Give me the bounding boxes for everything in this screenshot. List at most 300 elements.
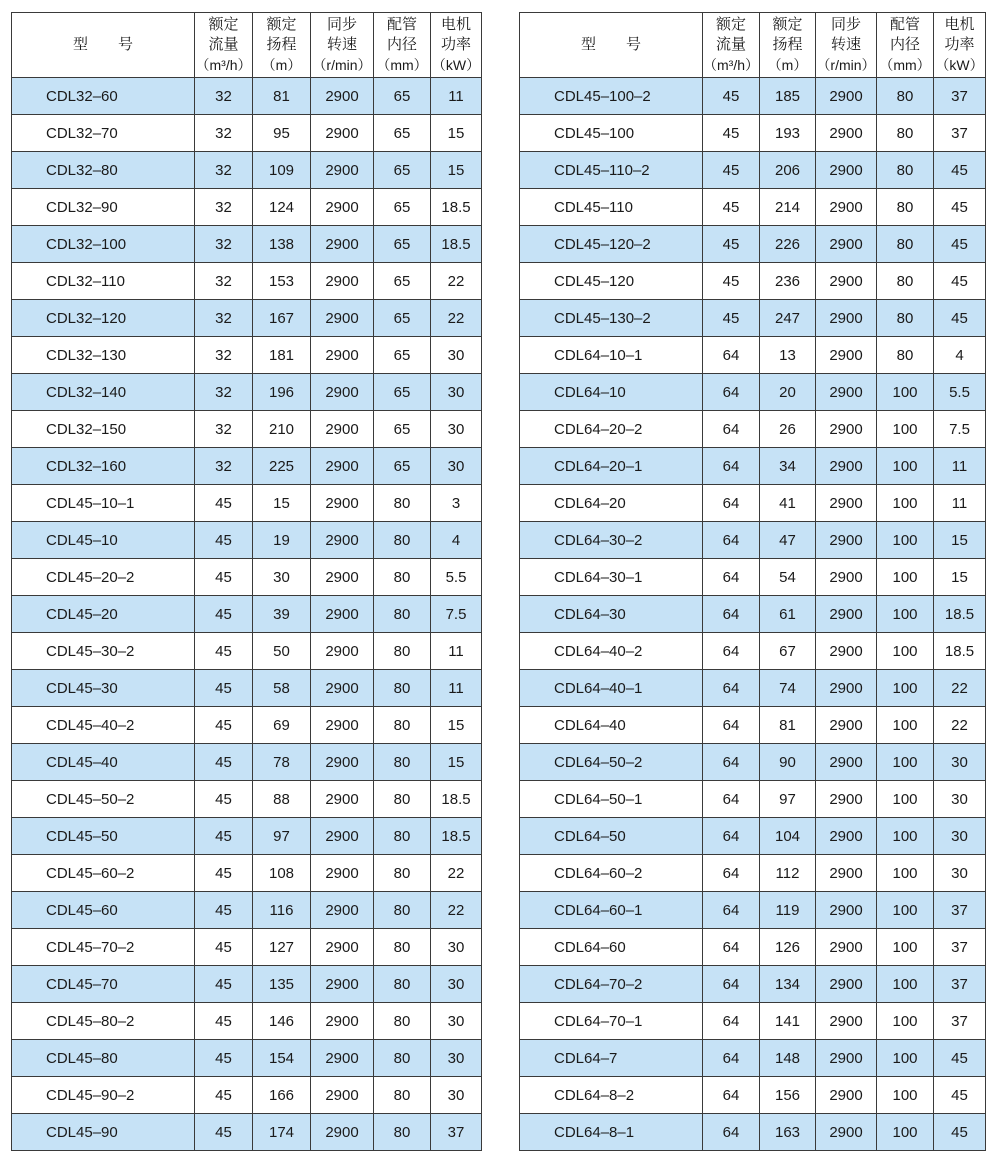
pipe-cell: 80 bbox=[374, 1003, 431, 1040]
model-cell: CDL45–50–2 bbox=[12, 781, 195, 818]
power-cell: 4 bbox=[934, 337, 986, 374]
head-cell: 196 bbox=[253, 374, 311, 411]
pipe-cell: 100 bbox=[877, 485, 934, 522]
head-cell: 15 bbox=[253, 485, 311, 522]
speed-cell: 2900 bbox=[816, 559, 877, 596]
speed-cell: 2900 bbox=[816, 670, 877, 707]
pipe-cell: 80 bbox=[374, 633, 431, 670]
head-cell: 97 bbox=[253, 818, 311, 855]
model-cell: CDL45–60 bbox=[12, 892, 195, 929]
table-row bbox=[12, 892, 482, 929]
pipe-cell: 80 bbox=[374, 559, 431, 596]
speed-cell: 2900 bbox=[311, 707, 374, 744]
power-cell: 7.5 bbox=[934, 411, 986, 448]
model-cell: CDL45–70 bbox=[12, 966, 195, 1003]
model-cell: CDL64–8–1 bbox=[520, 1114, 703, 1151]
power-cell: 7.5 bbox=[431, 596, 482, 633]
header-row bbox=[520, 13, 986, 78]
table-row bbox=[12, 855, 482, 892]
power-cell: 22 bbox=[934, 707, 986, 744]
speed-cell: 2900 bbox=[816, 448, 877, 485]
head-cell: 127 bbox=[253, 929, 311, 966]
head-cell: 41 bbox=[760, 485, 816, 522]
speed-cell: 2900 bbox=[311, 152, 374, 189]
flow-cell: 64 bbox=[703, 744, 760, 781]
flow-cell: 45 bbox=[195, 559, 253, 596]
power-cell: 45 bbox=[934, 152, 986, 189]
speed-cell: 2900 bbox=[311, 485, 374, 522]
table-row bbox=[12, 189, 482, 226]
flow-cell: 45 bbox=[703, 78, 760, 115]
head-cell: 167 bbox=[253, 300, 311, 337]
model-cell: CDL32–160 bbox=[12, 448, 195, 485]
model-cell: CDL64–70–1 bbox=[520, 1003, 703, 1040]
pipe-cell: 80 bbox=[374, 1040, 431, 1077]
head-cell: 109 bbox=[253, 152, 311, 189]
pipe-cell: 100 bbox=[877, 1040, 934, 1077]
head-cell: 81 bbox=[760, 707, 816, 744]
model-cell: CDL64–50 bbox=[520, 818, 703, 855]
speed-cell: 2900 bbox=[816, 374, 877, 411]
head-cell: 81 bbox=[253, 78, 311, 115]
speed-cell: 2900 bbox=[311, 670, 374, 707]
head-cell: 95 bbox=[253, 115, 311, 152]
pipe-cell: 100 bbox=[877, 781, 934, 818]
head-cell: 30 bbox=[253, 559, 311, 596]
table-body bbox=[520, 78, 986, 1151]
speed-cell: 2900 bbox=[311, 263, 374, 300]
pipe-cell: 80 bbox=[374, 892, 431, 929]
head-cell: 138 bbox=[253, 226, 311, 263]
pipe-cell: 65 bbox=[374, 263, 431, 300]
table-row bbox=[12, 411, 482, 448]
power-cell: 45 bbox=[934, 1077, 986, 1114]
power-cell: 15 bbox=[431, 744, 482, 781]
pipe-cell: 65 bbox=[374, 448, 431, 485]
power-cell: 18.5 bbox=[431, 189, 482, 226]
pipe-cell: 65 bbox=[374, 374, 431, 411]
head-cell: 214 bbox=[760, 189, 816, 226]
flow-cell: 45 bbox=[703, 152, 760, 189]
speed-cell: 2900 bbox=[816, 818, 877, 855]
model-cell: CDL45–100 bbox=[520, 115, 703, 152]
table-row bbox=[520, 78, 986, 115]
table-row bbox=[12, 115, 482, 152]
speed-cell: 2900 bbox=[311, 1040, 374, 1077]
table-row bbox=[520, 707, 986, 744]
flow-cell: 64 bbox=[703, 670, 760, 707]
pipe-cell: 80 bbox=[374, 1077, 431, 1114]
head-cell: 206 bbox=[760, 152, 816, 189]
model-cell: CDL45–20 bbox=[12, 596, 195, 633]
power-cell: 15 bbox=[934, 559, 986, 596]
table-row bbox=[520, 189, 986, 226]
flow-cell: 45 bbox=[195, 522, 253, 559]
flow-cell: 32 bbox=[195, 226, 253, 263]
pipe-cell: 65 bbox=[374, 411, 431, 448]
flow-cell: 64 bbox=[703, 596, 760, 633]
table-row bbox=[12, 966, 482, 1003]
table-row bbox=[12, 1040, 482, 1077]
power-cell: 30 bbox=[934, 818, 986, 855]
table-row bbox=[520, 448, 986, 485]
power-cell: 11 bbox=[431, 78, 482, 115]
flow-cell: 45 bbox=[195, 1077, 253, 1114]
power-cell: 15 bbox=[431, 152, 482, 189]
flow-cell: 45 bbox=[195, 855, 253, 892]
model-cell: CDL64–30–2 bbox=[520, 522, 703, 559]
pipe-cell: 100 bbox=[877, 855, 934, 892]
table-row bbox=[520, 1114, 986, 1151]
head-cell: 13 bbox=[760, 337, 816, 374]
model-cell: CDL64–30–1 bbox=[520, 559, 703, 596]
flow-cell: 45 bbox=[195, 596, 253, 633]
head-cell: 34 bbox=[760, 448, 816, 485]
power-cell: 30 bbox=[431, 448, 482, 485]
power-cell: 11 bbox=[431, 670, 482, 707]
table-row bbox=[520, 374, 986, 411]
table-row bbox=[12, 633, 482, 670]
model-cell: CDL45–100–2 bbox=[520, 78, 703, 115]
pipe-cell: 100 bbox=[877, 448, 934, 485]
model-cell: CDL32–90 bbox=[12, 189, 195, 226]
power-cell: 30 bbox=[431, 1003, 482, 1040]
speed-cell: 2900 bbox=[311, 559, 374, 596]
head-cell: 47 bbox=[760, 522, 816, 559]
power-cell: 30 bbox=[934, 744, 986, 781]
model-cell: CDL64–40–2 bbox=[520, 633, 703, 670]
table-row bbox=[12, 1114, 482, 1151]
pipe-cell: 80 bbox=[374, 1114, 431, 1151]
pipe-cell: 80 bbox=[374, 596, 431, 633]
pipe-cell: 80 bbox=[374, 929, 431, 966]
flow-cell: 45 bbox=[703, 300, 760, 337]
speed-cell: 2900 bbox=[311, 966, 374, 1003]
head-cell: 116 bbox=[253, 892, 311, 929]
model-cell: CDL45–60–2 bbox=[12, 855, 195, 892]
power-cell: 22 bbox=[431, 300, 482, 337]
table-row bbox=[12, 522, 482, 559]
table-row bbox=[12, 300, 482, 337]
model-cell: CDL45–110–2 bbox=[520, 152, 703, 189]
pipe-header: 配管 内径 （mm） bbox=[877, 13, 934, 78]
model-cell: CDL45–110 bbox=[520, 189, 703, 226]
power-cell: 30 bbox=[934, 781, 986, 818]
power-cell: 22 bbox=[431, 892, 482, 929]
header-row bbox=[12, 13, 482, 78]
pipe-cell: 65 bbox=[374, 226, 431, 263]
flow-cell: 32 bbox=[195, 337, 253, 374]
power-cell: 45 bbox=[934, 189, 986, 226]
speed-cell: 2900 bbox=[816, 596, 877, 633]
head-cell: 185 bbox=[760, 78, 816, 115]
speed-cell: 2900 bbox=[816, 485, 877, 522]
speed-cell: 2900 bbox=[816, 892, 877, 929]
power-header: 电机 功率 （kW） bbox=[934, 13, 986, 78]
speed-cell: 2900 bbox=[816, 707, 877, 744]
flow-cell: 45 bbox=[195, 707, 253, 744]
speed-cell: 2900 bbox=[816, 263, 877, 300]
table-row bbox=[520, 596, 986, 633]
head-cell: 193 bbox=[760, 115, 816, 152]
flow-cell: 45 bbox=[703, 263, 760, 300]
power-cell: 37 bbox=[934, 115, 986, 152]
model-cell: CDL45–70–2 bbox=[12, 929, 195, 966]
head-cell: 20 bbox=[760, 374, 816, 411]
table-row bbox=[12, 485, 482, 522]
table-row bbox=[12, 929, 482, 966]
pipe-cell: 100 bbox=[877, 744, 934, 781]
pipe-cell: 80 bbox=[877, 189, 934, 226]
pipe-cell: 80 bbox=[374, 485, 431, 522]
power-cell: 30 bbox=[431, 966, 482, 1003]
head-cell: 146 bbox=[253, 1003, 311, 1040]
pipe-cell: 80 bbox=[877, 337, 934, 374]
model-cell: CDL45–80 bbox=[12, 1040, 195, 1077]
head-cell: 108 bbox=[253, 855, 311, 892]
pipe-cell: 80 bbox=[374, 966, 431, 1003]
table-row bbox=[520, 966, 986, 1003]
pipe-header: 配管 内径 （mm） bbox=[374, 13, 431, 78]
speed-cell: 2900 bbox=[816, 152, 877, 189]
speed-cell: 2900 bbox=[816, 966, 877, 1003]
pipe-cell: 100 bbox=[877, 1003, 934, 1040]
flow-cell: 64 bbox=[703, 855, 760, 892]
head-cell: 112 bbox=[760, 855, 816, 892]
power-cell: 37 bbox=[934, 892, 986, 929]
speed-cell: 2900 bbox=[816, 744, 877, 781]
table-row bbox=[12, 374, 482, 411]
table-row bbox=[520, 522, 986, 559]
head-cell: 104 bbox=[760, 818, 816, 855]
power-cell: 15 bbox=[934, 522, 986, 559]
speed-cell: 2900 bbox=[311, 300, 374, 337]
flow-cell: 64 bbox=[703, 707, 760, 744]
pipe-cell: 80 bbox=[374, 818, 431, 855]
model-cell: CDL64–70–2 bbox=[520, 966, 703, 1003]
power-cell: 18.5 bbox=[431, 781, 482, 818]
head-cell: 58 bbox=[253, 670, 311, 707]
flow-cell: 64 bbox=[703, 1114, 760, 1151]
model-cell: CDL32–80 bbox=[12, 152, 195, 189]
model-cell: CDL64–8–2 bbox=[520, 1077, 703, 1114]
pipe-cell: 100 bbox=[877, 1114, 934, 1151]
power-cell: 30 bbox=[431, 374, 482, 411]
model-cell: CDL64–7 bbox=[520, 1040, 703, 1077]
power-cell: 37 bbox=[431, 1114, 482, 1151]
flow-header: 额定 流量 （m³/h） bbox=[703, 13, 760, 78]
flow-cell: 32 bbox=[195, 300, 253, 337]
table-row bbox=[12, 1003, 482, 1040]
model-cell: CDL64–10 bbox=[520, 374, 703, 411]
pipe-cell: 100 bbox=[877, 559, 934, 596]
head-cell: 166 bbox=[253, 1077, 311, 1114]
flow-cell: 45 bbox=[195, 670, 253, 707]
flow-cell: 32 bbox=[195, 78, 253, 115]
head-cell: 67 bbox=[760, 633, 816, 670]
power-cell: 22 bbox=[431, 855, 482, 892]
flow-cell: 45 bbox=[195, 744, 253, 781]
power-cell: 11 bbox=[431, 633, 482, 670]
power-cell: 30 bbox=[431, 411, 482, 448]
head-cell: 226 bbox=[760, 226, 816, 263]
flow-cell: 45 bbox=[195, 1003, 253, 1040]
head-cell: 181 bbox=[253, 337, 311, 374]
speed-cell: 2900 bbox=[311, 522, 374, 559]
table-row bbox=[12, 226, 482, 263]
table-row bbox=[520, 818, 986, 855]
power-cell: 18.5 bbox=[934, 596, 986, 633]
head-cell: 119 bbox=[760, 892, 816, 929]
speed-cell: 2900 bbox=[311, 855, 374, 892]
speed-cell: 2900 bbox=[311, 818, 374, 855]
power-cell: 30 bbox=[431, 1040, 482, 1077]
table-row bbox=[520, 263, 986, 300]
model-cell: CDL45–40–2 bbox=[12, 707, 195, 744]
model-cell: CDL45–90 bbox=[12, 1114, 195, 1151]
table-row bbox=[520, 485, 986, 522]
power-cell: 22 bbox=[934, 670, 986, 707]
table-row bbox=[520, 411, 986, 448]
head-cell: 69 bbox=[253, 707, 311, 744]
flow-cell: 32 bbox=[195, 115, 253, 152]
flow-cell: 64 bbox=[703, 966, 760, 1003]
speed-cell: 2900 bbox=[816, 1040, 877, 1077]
pipe-cell: 65 bbox=[374, 115, 431, 152]
table-row bbox=[12, 152, 482, 189]
table-row bbox=[520, 300, 986, 337]
model-cell: CDL45–130–2 bbox=[520, 300, 703, 337]
model-cell: CDL45–80–2 bbox=[12, 1003, 195, 1040]
table-row bbox=[520, 337, 986, 374]
pipe-cell: 100 bbox=[877, 670, 934, 707]
model-cell: CDL32–140 bbox=[12, 374, 195, 411]
speed-cell: 2900 bbox=[816, 1003, 877, 1040]
flow-cell: 64 bbox=[703, 485, 760, 522]
flow-cell: 64 bbox=[703, 633, 760, 670]
flow-cell: 45 bbox=[195, 1040, 253, 1077]
pipe-cell: 80 bbox=[374, 670, 431, 707]
pipe-cell: 100 bbox=[877, 374, 934, 411]
model-header: 型 号 bbox=[520, 13, 703, 78]
speed-cell: 2900 bbox=[311, 1077, 374, 1114]
power-cell: 4 bbox=[431, 522, 482, 559]
speed-cell: 2900 bbox=[816, 189, 877, 226]
power-cell: 18.5 bbox=[934, 633, 986, 670]
model-cell: CDL32–100 bbox=[12, 226, 195, 263]
flow-cell: 64 bbox=[703, 559, 760, 596]
flow-cell: 64 bbox=[703, 411, 760, 448]
head-cell: 50 bbox=[253, 633, 311, 670]
power-cell: 37 bbox=[934, 929, 986, 966]
pipe-cell: 80 bbox=[877, 300, 934, 337]
model-cell: CDL45–90–2 bbox=[12, 1077, 195, 1114]
table-row bbox=[520, 152, 986, 189]
head-cell: 97 bbox=[760, 781, 816, 818]
table-row bbox=[520, 855, 986, 892]
pump-spec-table-left bbox=[11, 12, 482, 1151]
speed-cell: 2900 bbox=[311, 633, 374, 670]
table-row bbox=[12, 596, 482, 633]
model-cell: CDL45–30 bbox=[12, 670, 195, 707]
flow-cell: 64 bbox=[703, 818, 760, 855]
pipe-cell: 100 bbox=[877, 966, 934, 1003]
speed-cell: 2900 bbox=[311, 1114, 374, 1151]
power-cell: 15 bbox=[431, 707, 482, 744]
table-row bbox=[12, 781, 482, 818]
speed-cell: 2900 bbox=[816, 781, 877, 818]
head-cell: 154 bbox=[253, 1040, 311, 1077]
speed-cell: 2900 bbox=[816, 633, 877, 670]
model-cell: CDL64–50–2 bbox=[520, 744, 703, 781]
speed-cell: 2900 bbox=[311, 448, 374, 485]
pipe-cell: 100 bbox=[877, 707, 934, 744]
head-cell: 225 bbox=[253, 448, 311, 485]
speed-cell: 2900 bbox=[311, 78, 374, 115]
head-cell: 61 bbox=[760, 596, 816, 633]
flow-cell: 64 bbox=[703, 522, 760, 559]
head-cell: 153 bbox=[253, 263, 311, 300]
table-header bbox=[12, 13, 482, 78]
pipe-cell: 80 bbox=[374, 744, 431, 781]
flow-cell: 45 bbox=[195, 485, 253, 522]
pump-spec-table-right bbox=[519, 12, 986, 1151]
flow-header: 额定 流量 （m³/h） bbox=[195, 13, 253, 78]
table-row bbox=[520, 115, 986, 152]
model-cell: CDL45–20–2 bbox=[12, 559, 195, 596]
power-cell: 5.5 bbox=[431, 559, 482, 596]
head-cell: 19 bbox=[253, 522, 311, 559]
table-body bbox=[12, 78, 482, 1151]
table-row bbox=[12, 744, 482, 781]
speed-cell: 2900 bbox=[311, 781, 374, 818]
table-row bbox=[520, 633, 986, 670]
table-header bbox=[520, 13, 986, 78]
model-cell: CDL45–50 bbox=[12, 818, 195, 855]
power-cell: 11 bbox=[934, 485, 986, 522]
model-cell: CDL64–60–2 bbox=[520, 855, 703, 892]
model-cell: CDL64–20 bbox=[520, 485, 703, 522]
pipe-cell: 65 bbox=[374, 300, 431, 337]
pipe-cell: 80 bbox=[877, 78, 934, 115]
table-row bbox=[12, 1077, 482, 1114]
head-cell: 74 bbox=[760, 670, 816, 707]
flow-cell: 64 bbox=[703, 337, 760, 374]
table-row bbox=[520, 892, 986, 929]
flow-cell: 64 bbox=[703, 1003, 760, 1040]
model-cell: CDL45–10 bbox=[12, 522, 195, 559]
table-row bbox=[520, 1077, 986, 1114]
head-cell: 124 bbox=[253, 189, 311, 226]
power-cell: 30 bbox=[431, 1077, 482, 1114]
pipe-cell: 100 bbox=[877, 596, 934, 633]
table-row bbox=[520, 1003, 986, 1040]
speed-header: 同步 转速 （r/min） bbox=[311, 13, 374, 78]
head-cell: 156 bbox=[760, 1077, 816, 1114]
pipe-cell: 80 bbox=[374, 855, 431, 892]
head-cell: 135 bbox=[253, 966, 311, 1003]
power-cell: 37 bbox=[934, 966, 986, 1003]
model-cell: CDL64–10–1 bbox=[520, 337, 703, 374]
flow-cell: 32 bbox=[195, 152, 253, 189]
flow-cell: 64 bbox=[703, 374, 760, 411]
pipe-cell: 80 bbox=[877, 226, 934, 263]
speed-header: 同步 转速 （r/min） bbox=[816, 13, 877, 78]
model-cell: CDL64–20–2 bbox=[520, 411, 703, 448]
table-row bbox=[12, 448, 482, 485]
flow-cell: 32 bbox=[195, 411, 253, 448]
speed-cell: 2900 bbox=[311, 226, 374, 263]
